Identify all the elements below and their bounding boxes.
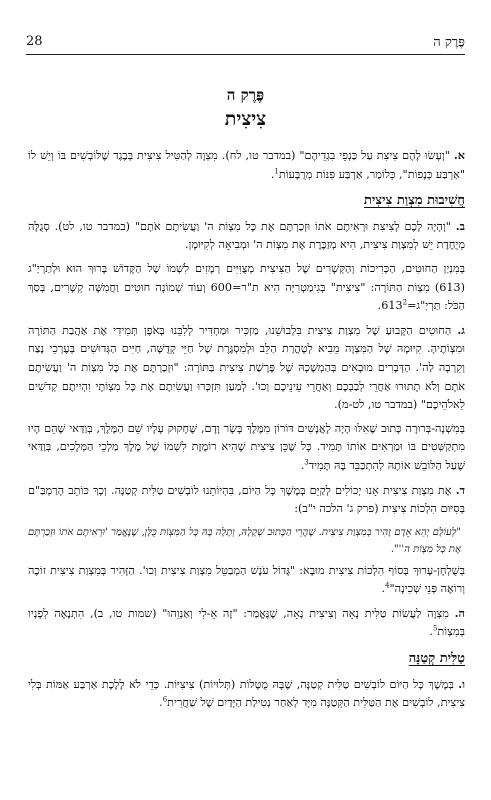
paragraph-text: הַחוּטִים הַקָּבוּעַ שֶׁל מִצְוַת צִיצִית בִּלְבוּשֵׁנוּ, מַזְכִּיר וּמַחְדִּיר לְלִבֵּנוּ בְּאֹפֶן תְּמִידִי אֶת אַהֲבַת הַתּוֹרָה וּמִצְוֹתֶיהָ. קִיּוּמָהּ שֶׁל הַמִּצְוָה מֵבִיא לְטָהֳרַת הַלֵּב וּלְמִסְגֶּרֶת שֶׁל חַיֵּי קְדֻשָּׁה, חַיִּים הַגְּדוּשִׁים בְּעֶרְכֵי נֶצַח וְקִרְבָה לַה'. הַדְּבָרִים מוּבָאִים בְּהַמְשָׁכָהּ שֶׁל פָּרָשַׁת צִיצִית בַּתּוֹרָה: "וּזְכַרְתֶּם אֶת כָּל מִצְוֹת ה' וַעֲשִׂיתֶם אֹתָם וְלֹא תָתוּרוּ אַחֲרֵי לְבַבְכֶם וְאַחֲרֵי עֵינֵיכֶם וְכוּ'. לְמַעַן תִּזְכְּרוּ וַעֲשִׂיתֶם אֶת כָּל מִצְוֹתָי וִהְיִיתֶם קְדֹשִׁים לֵאלֹהֵיכֶם" (במדבר טו, לט-מ). xyxy=(28,323,465,412)
body-text xyxy=(28,146,465,718)
header-rule xyxy=(26,54,465,55)
footnote-ref: 4 xyxy=(385,581,390,590)
page-header xyxy=(26,34,465,52)
paragraph-label: א. xyxy=(453,148,465,162)
paragraph-text: אֶת מִצְוַת צִיצִית אָנוּ יְכוֹלִים לְקַיֵּם בְּמֶשֶׁךְ כָּל הַיּוֹם, בִּהְיוֹתֵנוּ לוֹבְשִׁים טַלִּית קְטַנָּה. וְכָךְ כּוֹתֵב הָרַמְבַּ"ם בְּסִיּוּם הִלְכוֹת צִיצִית (פרק ג' הלכה י"ב): xyxy=(28,483,465,516)
rambam-quote: "לְעוֹלָם יְהֵא אָדָם זָהִיר בְּמִצְוַת צִיצִית. שֶׁהֲרֵי הַכָּתוּב שְׁקָלָהּ, וְתָלָה בָּהּ כָּל הַמִּצְוֹת כֻּלָּן, שֶׁנֶּאֱמַר 'וּרְאִיתֶם אֹתוֹ וּזְכַרְתֶּם אֶת כָּל מִצְוֹת ה''". xyxy=(28,526,461,555)
paragraph-label: ה. xyxy=(454,605,465,620)
paragraph-d xyxy=(28,481,465,519)
page-number: 28 xyxy=(26,34,43,49)
paragraph-label: ד. xyxy=(455,482,466,497)
paragraph-v: ו. בְּמֶשֶׁךְ כָּל הַיּוֹם לוֹבְשִׁים טַלִּית קְטַנָּה, שֶׁבָּהּ מֻטָּלוֹת (תְּלוּיוֹת) צִיצִיּוֹת. כְּדֵי לֹא לָלֶכֶת אַרְבַּע אַמּוֹת בְּלִי צִיצִית, לוֹבְשִׁים אֶת הַטַּלִּית הַקְּטַנָּה מִיָּד לְאַחַר נְטִילַת הַיָּדַיִם שֶׁל שַׁחֲרִית$^6$. xyxy=(28,676,465,710)
footnote-ref: 3 xyxy=(304,458,309,467)
running-chapter-title: פֶּרֶק ה xyxy=(433,35,465,50)
paragraph-label: ו. xyxy=(458,676,465,691)
paragraph-text: "וְעָשׂוּ לָהֶם צִיצִת עַל כַּנְפֵי בִגְדֵיהֶם" (במדבר טו, לח). מִצְוָה לְהַטִּיל צִיצִית בְּבֶגֶד שֶׁלּוֹבְשִׁים בּוֹ וְיֵשׁ לוֹ "אַרְבַּע כְּנָפוֹת", כְּלוֹמַר, אַרְבַּע פִּנּוֹת מְרֻבָּעוֹת xyxy=(28,149,465,181)
paragraph-label: ג. xyxy=(457,322,465,337)
paragraph-b xyxy=(28,217,465,255)
paragraph-g-continued: בְּמִשְׁנָה-בְּרוּרָה כָּתוּב שֶׁאִלּוּ הָיָה לָאֲנָשִׁים דּוֹרוֹן מִמֶּלֶךְ בָּשָׂר וָדָם, שֶׁחָקוּק עָלָיו שֵׁם הַמֶּלֶךְ, בְּוַדַּאי שֶׁהֵם הָיוּ מִתְקַשְּׁטִים בּוֹ וּמַרְאִים אוֹתוֹ תָּמִיד. כָּל שֶׁכֵּן צִיצִית שֶׁהִיא רוֹמֶזֶת לִשְׁמוֹ שֶׁל מֶלֶךְ מַלְכֵי הַמְּלָכִים, בְּוַדַּאי שֶׁעַל הַלּוֹבֵשׁ אוֹתָהּ לְהִתְכַּבֵּד בָּהּ תָּמִיד$^3$. xyxy=(28,421,465,472)
footnote-ref: 1 xyxy=(274,166,279,175)
footnote-ref: 6 xyxy=(162,695,168,704)
chapter-subtitle: צִיצִית xyxy=(224,108,267,130)
paragraph-text: בְּשֻׁלְחָן-עָרוּךְ בְּסוֹף הִלְכוֹת צִיצִית מוּבָא: "גָּדוֹל עֹנֶשׁ הַמְבַטֵּל מִצְוַת צִיצִית וְכוּ'. הַזָּהִיר בְּמִצְוַת צִיצִית זוֹכֶה וְרוֹאֶה פְּנֵי שְׁכִינָה" xyxy=(28,563,465,596)
paragraph-text: בְּמֶשֶׁךְ כָּל הַיּוֹם לוֹבְשִׁים טַלִּית קְטַנָּה, שֶׁבָּהּ מֻטָּלוֹת (תְּלוּיוֹת) צִיצִיּוֹת. כְּדֵי לֹא לָלֶכֶת אַרְבַּע אַמּוֹת בְּלִי צִיצִית, לוֹבְשִׁים אֶת הַטַּלִּית הַקְּטַנָּה מִיָּד לְאַחַר נְטִילַת הַיָּדַיִם שֶׁל שַׁחֲרִית xyxy=(28,677,465,710)
paragraph-a: א. "וְעָשׂוּ לָהֶם צִיצִת עַל כַּנְפֵי בִגְדֵיהֶם" (במדבר טו, לח). מִצְוָה לְהַטִּיל צִיצִית בְּבֶגֶד שֶׁלּוֹבְשִׁים בּוֹ וְיֵשׁ לוֹ "אַרְבַּע כְּנָפוֹת", כְּלוֹמַר, אַרְבַּע פִּנּוֹת מְרֻבָּעוֹת$^1$. xyxy=(28,148,465,181)
paragraph-text: מִצְוָה לַעֲשׂוֹת טַלִּית נָאָה וְצִיצִית נָאָה, שֶׁנֶּאֱמַר: "זֶה אֵ-לִי וְאַנְוֵהוּ" (שמות טו, ב), הִתְנָאֶה לְפָנָיו בְּמִצְוֹת xyxy=(28,606,465,639)
paragraph-b-continued: בְּמִנְיַן הַחוּטִים, הַכְּרִיכוֹת וְהַקְּשָׁרִים שֶׁל הַצִּיצִית מְצֻוִּיִּים רְמָזִים לִשְׁמוֹ שֶׁל הַקָּדוֹשׁ בָּרוּךְ הוּא וּלְתַרְיַ"ג (613) מִצְוֹת הַתּוֹרָה: "צִיצִית" בְּגִימַטְרִיָּה הִיא ת"ר=600 וְעוֹד שְׁמוֹנָה חוּטִים וַחֲמִשָּׁה קְשָׁרִים, בְּסַךְ הַכֹּל: $תַּרְיַ"ג=613^2$. xyxy=(28,261,465,313)
paragraph-label: ב. xyxy=(455,218,465,233)
footnote-ref: 5 xyxy=(432,624,438,633)
paragraph-g xyxy=(28,321,465,415)
footnote-ref: 2 xyxy=(402,298,408,307)
section-heading-small-tallit: טַלִּית קְטַנָּה xyxy=(408,651,465,667)
chapter-title: פֶּרֶק ה xyxy=(226,86,265,104)
paragraph-h: ה. מִצְוָה לַעֲשׂוֹת טַלִּית נָאָה וְצִיצִית נָאָה, שֶׁנֶּאֱמַר: "זֶה אֵ-לִי וְאַנְוֵהוּ" (שמות טו, ב), הִתְנָאֶה לְפָנָיו בְּמִצְוֹת$^5$. xyxy=(28,605,465,639)
paragraph-text: בְּמִנְיַן הַחוּטִים, הַכְּרִיכוֹת וְהַקְּשָׁרִים שֶׁל הַצִּיצִית מְצֻוִּיִּים רְמָזִים לִשְׁמוֹ שֶׁל הַקָּדוֹשׁ בָּרוּךְ הוּא וּלְתַרְיַ"ג (613) מִצְוֹת הַתּוֹרָה: "צִיצִית" בְּגִימַטְרִיָּה הִיא ת"ר=600 וְעוֹד שְׁמוֹנָה חוּטִים וַחֲמִשָּׁה קְשָׁרִים, בְּסַךְ הַכֹּל: תַּרְיַ"ג=613 xyxy=(28,261,465,313)
section-heading-importance: חֲשִׁיבוּת מִצְוַת צִיצִית xyxy=(363,193,465,209)
paragraph-d-continued: בְּשֻׁלְחָן-עָרוּךְ בְּסוֹף הִלְכוֹת צִיצִית מוּבָא: "גָּדוֹל עֹנֶשׁ הַמְבַטֵּל מִצְוַת צִיצִית וְכוּ'. הַזָּהִיר בְּמִצְוַת צִיצִית זוֹכֶה וְרוֹאֶה פְּנֵי שְׁכִינָה"$^4$. xyxy=(28,563,465,596)
paragraph-text: בְּמִשְׁנָה-בְּרוּרָה כָּתוּב שֶׁאִלּוּ הָיָה לָאֲנָשִׁים דּוֹרוֹן מִמֶּלֶךְ בָּשָׂר וָדָם, שֶׁחָקוּק עָלָיו שֵׁם הַמֶּלֶךְ, בְּוַדַּאי שֶׁהֵם הָיוּ מִתְקַשְּׁטִים בּוֹ וּמַרְאִים אוֹתוֹ תָּמִיד. כָּל שֶׁכֵּן צִיצִית שֶׁהִיא רוֹמֶזֶת לִשְׁמוֹ שֶׁל מֶלֶךְ מַלְכֵי הַמְּלָכִים, בְּוַדַּאי שֶׁעַל הַלּוֹבֵשׁ אוֹתָהּ לְהִתְכַּבֵּד בָּהּ תָּמִיד xyxy=(28,421,465,472)
paragraph-text: "וְהָיָה לָכֶם לְצִיצִת וּרְאִיתֶם אֹתוֹ וּזְכַרְתֶּם אֶת כָּל מִצְוֹת ה' וַעֲשִׂיתֶם אֹתָם" (במדבר טו, לט). סְגֻלָּה מְיֻחֶדֶת יֵשׁ לְמִצְוַת צִיצִית, הִיא מְזַכֶּרֶת אֶת מִצְוֹת ה' וּמְבִיאָה לְקִיּוּמָן. xyxy=(28,219,465,252)
